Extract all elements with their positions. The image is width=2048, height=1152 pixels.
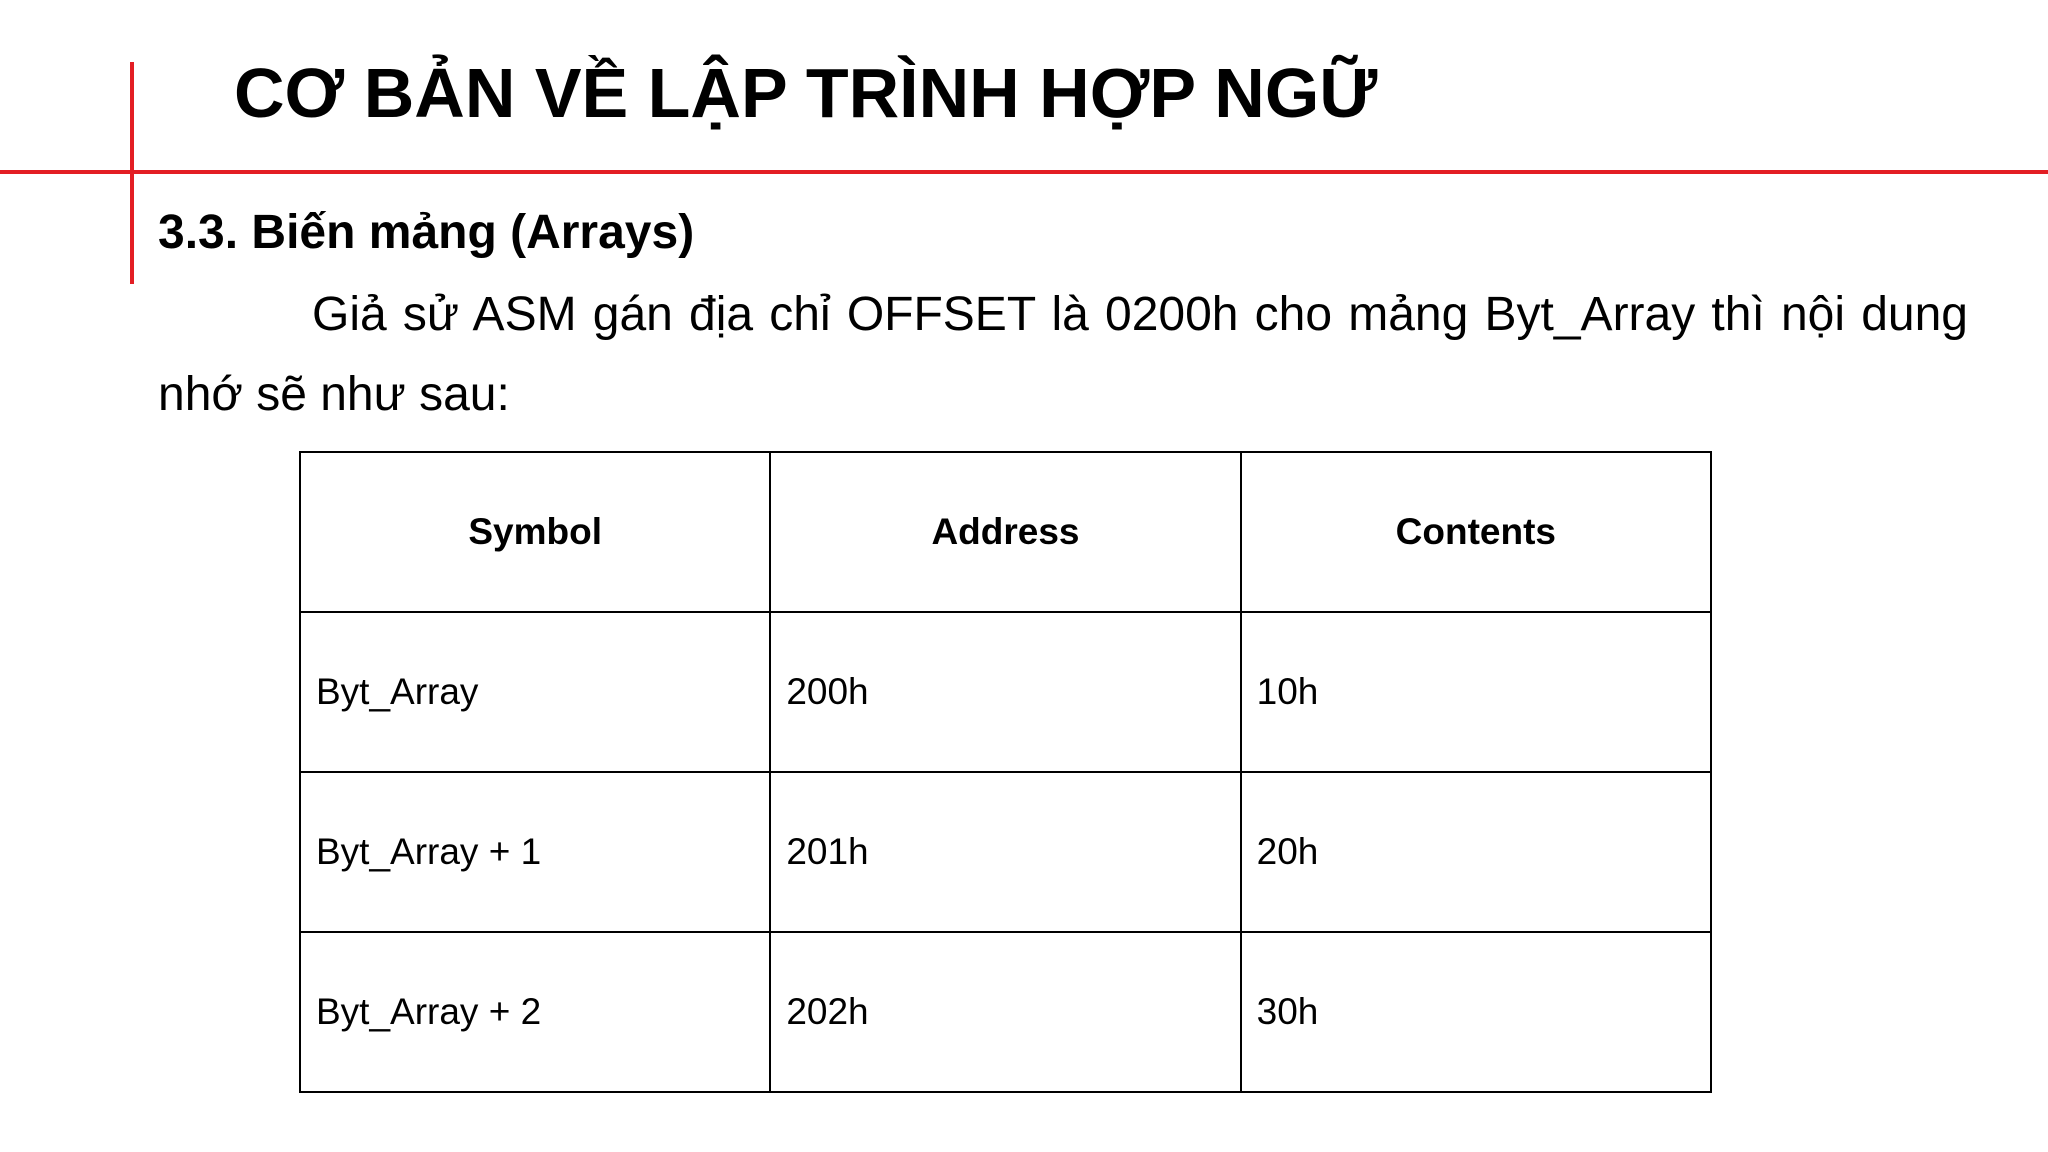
cell-symbol: Byt_Array + 2 bbox=[300, 932, 770, 1092]
slide-title: CƠ BẢN VỀ LẬP TRÌNH HỢP NGỮ bbox=[234, 54, 1378, 132]
accent-horizontal-line bbox=[0, 170, 2048, 174]
cell-contents: 20h bbox=[1241, 772, 1711, 932]
cell-address: 200h bbox=[770, 612, 1240, 772]
table-row bbox=[300, 932, 1711, 1092]
memory-table bbox=[299, 451, 1712, 1093]
cell-symbol: Byt_Array + 1 bbox=[300, 772, 770, 932]
cell-contents: 30h bbox=[1241, 932, 1711, 1092]
cell-contents: 10h bbox=[1241, 612, 1711, 772]
section-heading: 3.3. Biến mảng (Arrays) bbox=[158, 206, 695, 259]
table-row bbox=[300, 612, 1711, 772]
cell-address: 201h bbox=[770, 772, 1240, 932]
table-header-row bbox=[300, 452, 1711, 612]
cell-symbol: Byt_Array bbox=[300, 612, 770, 772]
cell-address: 202h bbox=[770, 932, 1240, 1092]
body-paragraph: Giả sử ASM gán địa chỉ OFFSET là 0200h cho mảng Byt_Array thì nội dung nhớ sẽ như sau: bbox=[158, 288, 1968, 421]
table-row bbox=[300, 772, 1711, 932]
column-header-symbol: Symbol bbox=[300, 452, 770, 612]
column-header-address: Address bbox=[770, 452, 1240, 612]
column-header-contents: Contents bbox=[1241, 452, 1711, 612]
